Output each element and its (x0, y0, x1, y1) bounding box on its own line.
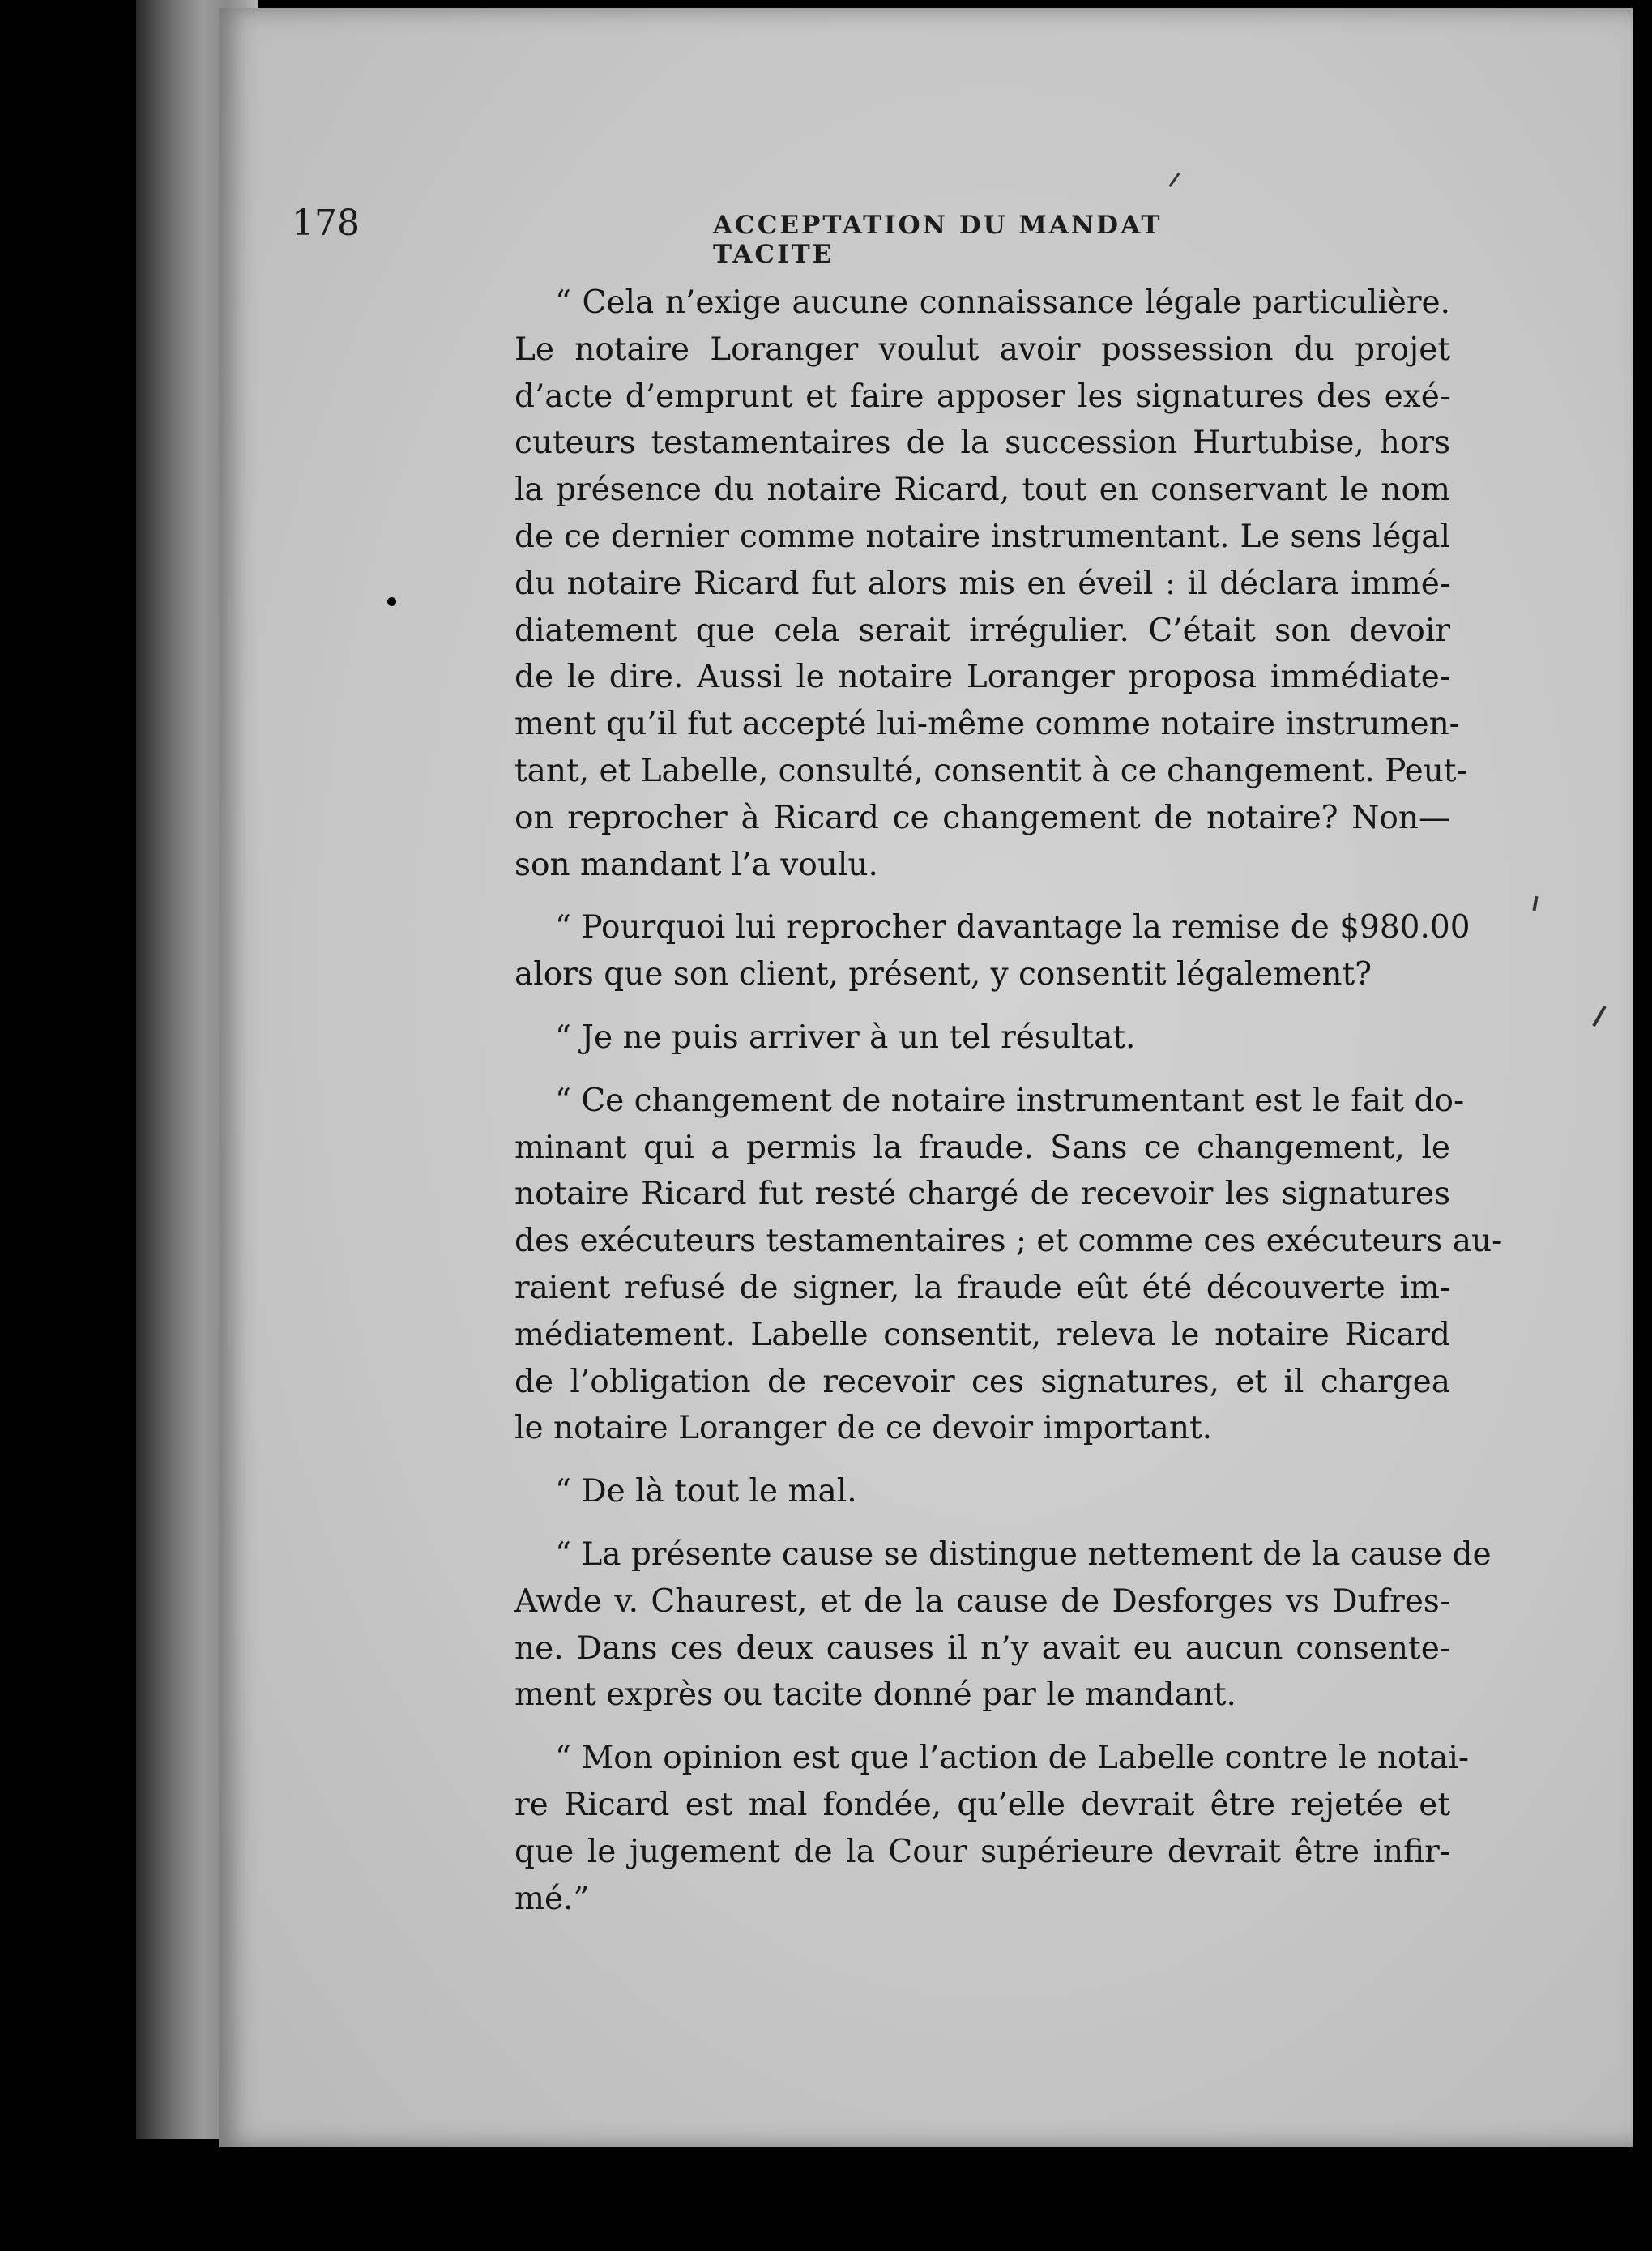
text-line: la présence du notaire Ricard, tout en conservant le nom (514, 472, 1450, 509)
text-line: d’acte d’emprunt et faire apposer les signatures des exé- (514, 378, 1450, 415)
text-line: tant, et Labelle, consulté, consentit à ce changement. Peut- (514, 752, 1467, 789)
text-line: que le jugement de la Cour supérieure devrait être infir- (514, 1833, 1450, 1870)
page-number: 178 (292, 203, 360, 244)
paragraph (514, 1014, 1450, 1061)
text-line: de le dire. Aussi le notaire Loranger proposa immédiate- (514, 659, 1450, 696)
text-line: “ Cela n’exige aucune connaissance légale particulière. (555, 284, 1450, 321)
text-line: notaire Ricard fut resté chargé de recevoir les signatures (514, 1176, 1450, 1213)
text-line: cuteurs testamentaires de la succession Hurtubise, hors (514, 425, 1450, 462)
paragraph (514, 1531, 1492, 1719)
text-line: alors que son client, présent, y consentit légalement? (514, 956, 1372, 993)
text-line: Awde v. Chaurest, et de la cause de Desforges vs Dufres- (514, 1583, 1450, 1620)
text-line: Le notaire Loranger voulut avoir possession du projet (514, 331, 1450, 368)
text-line: re Ricard est mal fondée, qu’elle devrait être rejetée et (514, 1786, 1450, 1823)
text-line: son mandant l’a voulu. (514, 846, 878, 883)
paragraph (514, 1735, 1470, 1922)
running-head: ACCEPTATION DU MANDAT TACITE (713, 211, 1163, 269)
text-line: de l’obligation de recevoir ces signatures, et il chargea (514, 1363, 1450, 1400)
text-line: “ Pourquoi lui reprocher davantage la remise de $980.00 (555, 909, 1471, 946)
text-line: “ Je ne puis arriver à un tel résultat. (555, 1019, 1136, 1056)
paragraph (514, 904, 1471, 998)
text-line: des exécuteurs testamentaires ; et comme ces exécuteurs au- (514, 1223, 1503, 1260)
text-line: de ce dernier comme notaire instrumentant. Le sens légal (514, 518, 1450, 555)
text-line: minant qui a permis la fraude. Sans ce changement, le (514, 1129, 1450, 1166)
text-line: ment qu’il fut accepté lui-même comme notaire instrumen- (514, 706, 1460, 743)
text-line: le notaire Loranger de ce devoir important. (514, 1410, 1213, 1447)
text-line: “ De là tout le mal. (555, 1473, 857, 1510)
margin-dot (387, 597, 396, 606)
paragraph (514, 1468, 1450, 1515)
body-text (514, 280, 1503, 1938)
text-line: “ Mon opinion est que l’action de Labelle contre le notai- (555, 1740, 1470, 1777)
text-line: ment exprès ou tacite donné par le mandant. (514, 1677, 1236, 1714)
text-line: raient refusé de signer, la fraude eût été découverte im- (514, 1269, 1450, 1306)
text-line: du notaire Ricard fut alors mis en éveil : il déclara immé- (514, 565, 1450, 602)
text-line: on reprocher à Ricard ce changement de notaire? Non— (514, 799, 1450, 836)
page-header (292, 203, 1264, 269)
paragraph (514, 1078, 1503, 1452)
text-line: “ La présente cause se distingue nettement de la cause de (555, 1536, 1492, 1573)
text-line: médiatement. Labelle consentit, releva le notaire Ricard (514, 1316, 1450, 1353)
paragraph (514, 280, 1467, 888)
text-line: diatement que cela serait irrégulier. C’était son devoir (514, 612, 1450, 649)
text-line: “ Ce changement de notaire instrumentant est le fait do- (555, 1082, 1465, 1119)
text-line: ne. Dans ces deux causes il n’y avait eu aucun consente- (514, 1630, 1450, 1667)
text-line: mé.” (514, 1880, 590, 1917)
